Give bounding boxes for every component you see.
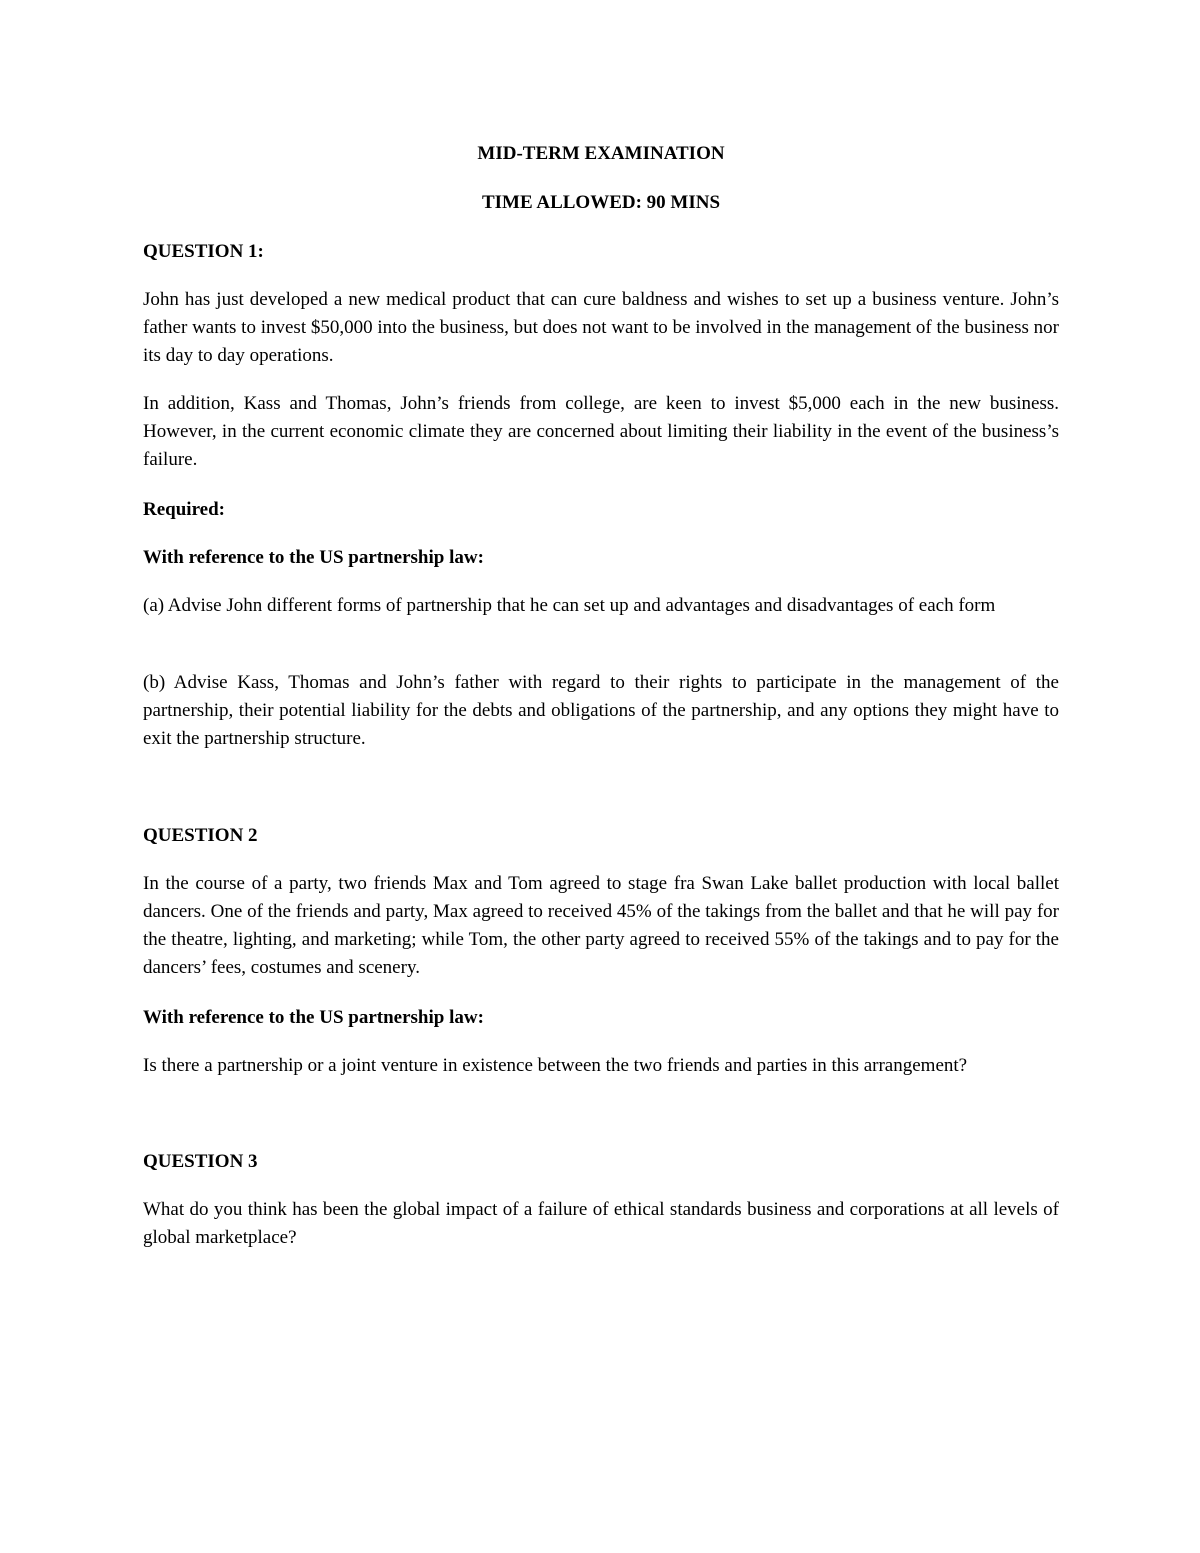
question-1-part-b: (b) Advise Kass, Thomas and John’s father with regard to their rights to participate in the management of the partnership, their potential liability for the debts and obligations of the partnership, and any options they might have to exit the partnership structure.: [143, 672, 1059, 749]
question-3-paragraph: What do you think has been the global impact of a failure of ethical standards business and corporations at all levels of global marketplace?: [143, 1199, 1059, 1248]
exam-page: [143, 0, 1059, 1553]
time-allowed: TIME ALLOWED: 90 MINS: [481, 192, 721, 213]
question-1-heading: QUESTION 1:: [143, 241, 264, 262]
required-label: Required:: [143, 499, 225, 520]
question-1-part-a: (a) Advise John different forms of partnership that he can set up and advantages and disadvantages of each form: [143, 595, 996, 616]
question-1-paragraph-2: In addition, Kass and Thomas, John’s friends from college, are keen to invest $5,000 each in the new business. However, in the current economic climate they are concerned about limiting their liability in the event of the business’s failure.: [143, 393, 1059, 470]
exam-title: MID-TERM EXAMINATION: [477, 143, 725, 164]
question-3-heading: QUESTION 3: [143, 1151, 258, 1172]
question-1-paragraph-1: John has just developed a new medical product that can cure baldness and wishes to set up a business venture. John’s father wants to invest $50,000 into the business, but does not want to be involved in the management of the business nor its day to day operations.: [143, 289, 1059, 366]
question-2-reference: With reference to the US partnership law:: [143, 1007, 484, 1028]
question-2-question: Is there a partnership or a joint venture in existence between the two friends and parties in this arrangement?: [143, 1055, 968, 1076]
question-1-reference: With reference to the US partnership law:: [143, 547, 484, 568]
question-2-paragraph: In the course of a party, two friends Max and Tom agreed to stage fra Swan Lake ballet production with local ballet dancers. One of the friends and party, Max agreed to received 45% of the takings from the ballet and that he will pay for the theatre, lighting, and marketing; while Tom, the other party agreed to received 55% of the takings and to pay for the dancers’ fees, costumes and scenery.: [143, 873, 1059, 978]
question-2-heading: QUESTION 2: [143, 825, 258, 846]
